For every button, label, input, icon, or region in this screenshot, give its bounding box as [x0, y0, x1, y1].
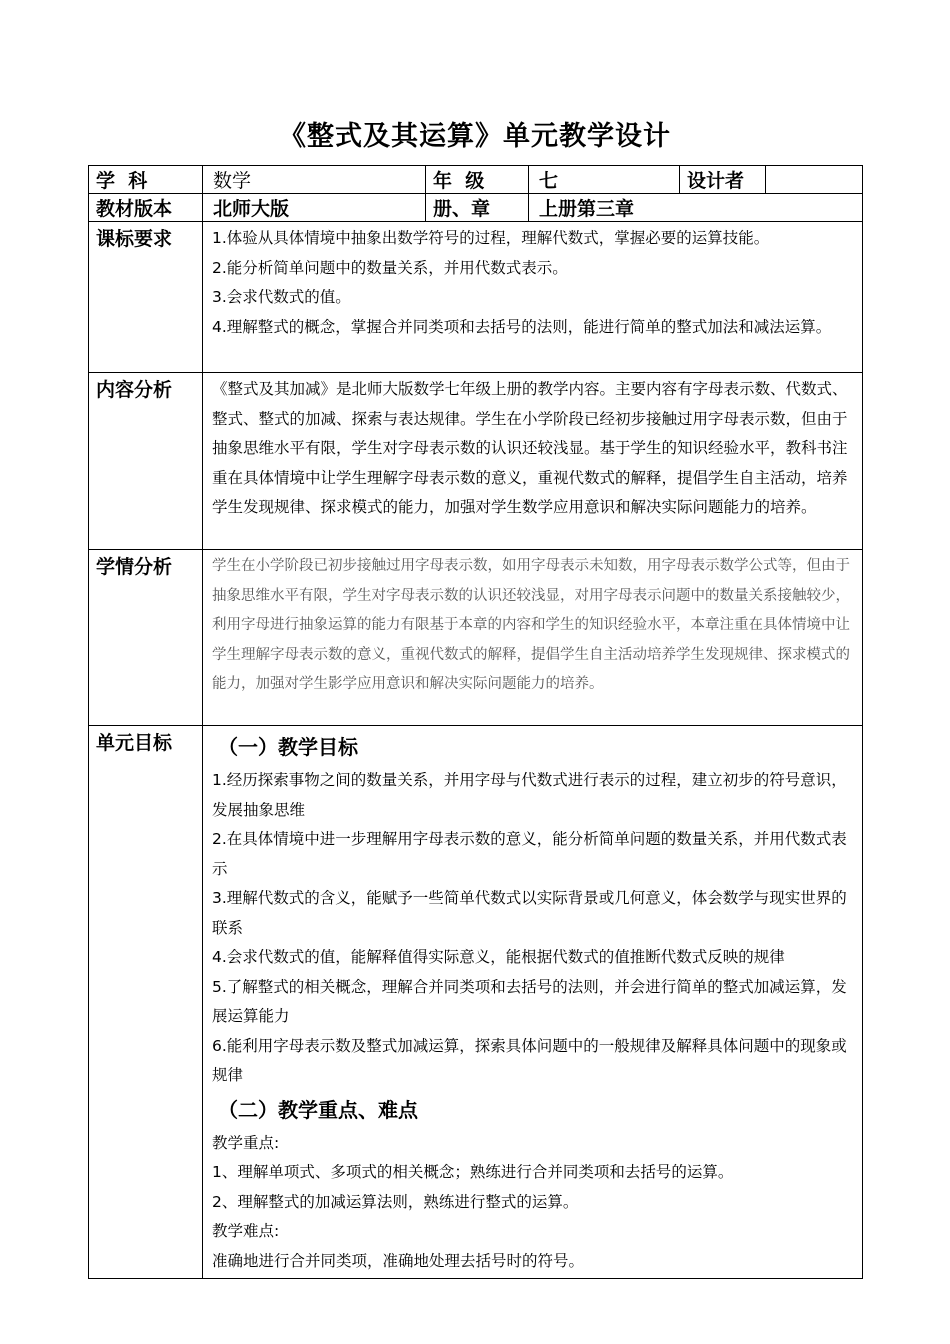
content-analysis-text: 《整式及其加减》是北师大版数学七年级上册的教学内容。主要内容有字母表示数、代数式、整式、整式的加减、探索与表达规律。学生在小学阶段已经初步接触过用字母表示数，但由于抽象思维水平有限，学生对字母表示数的认识还较浅显。基于学生的知识经验水平，教科书注重在具体情境中让学生理解字母表示数的意义，重视代数式的解释，提倡学生自主活动，培养学生发现规律、探求模式的能力，加强对学生数学应用意识和解决实际问题能力的培养。	[203, 373, 863, 550]
student-analysis-label: 学情分析	[89, 550, 203, 726]
unit-goals-row	[89, 726, 863, 1279]
curriculum-item: 1.体验从具体情境中抽象出数学符号的过程，理解代数式，掌握必要的运算技能。	[212, 229, 770, 247]
designer-value	[766, 166, 863, 194]
key-point-item: 2、理解整式的加减运算法则，熟练进行整式的运算。	[212, 1192, 579, 1211]
teaching-goals-heading: （一）教学目标	[218, 735, 358, 759]
curriculum-row	[89, 222, 863, 373]
curriculum-content	[203, 222, 863, 373]
goal-item: 4.会求代数式的值，能解释值得实际意义，能根据代数式的值推断代数式反映的规律	[212, 948, 785, 966]
volume-value: 上册第三章	[529, 194, 863, 222]
key-points-label: 教学重点:	[212, 1133, 280, 1152]
content-analysis-label: 内容分析	[89, 373, 203, 550]
curriculum-item: 2.能分析简单问题中的数量关系，并用代数式表示。	[212, 258, 568, 277]
grade-label: 年 级	[426, 166, 529, 194]
key-difficult-points-heading: （二）教学重点、难点	[218, 1097, 418, 1122]
student-analysis-text: 学生在小学阶段已初步接触过用字母表示数，如用字母表示未知数，用字母表示数学公式等，但由于抽象思维水平有限，学生对字母表示数的认识还较浅显，对用字母表示问题中的数量关系接触较少，利用字母进行抽象运算的能力有限基于本章的内容和学生的知识经验水平，本章注重在具体情境中让学生理解字母表示数的意义，重视代数式的解释，提倡学生自主活动培养学生发现规律、探求模式的能力，加强对学生影学应用意识和解决实际问题能力的培养。	[203, 550, 863, 726]
document-title: 《整式及其运算》单元教学设计	[279, 121, 671, 152]
student-analysis-row	[89, 550, 863, 726]
lesson-design-table	[88, 165, 863, 1279]
goal-item: 5.了解整式的相关概念，理解合并同类项和去括号的法则，并会进行简单的整式加减运算，发展运算能力	[212, 977, 847, 1025]
textbook-label: 教材版本	[89, 194, 203, 222]
header-row-textbook	[89, 194, 863, 222]
subject-label: 学 科	[89, 166, 203, 194]
textbook-value: 北师大版	[203, 194, 426, 222]
header-row-subject	[89, 166, 863, 194]
goal-item: 1.经历探索事物之间的数量关系，并用字母与代数式进行表示的过程，建立初步的符号意识，发展抽象思维	[212, 771, 847, 819]
key-point-item: 1、理解单项式、多项式的相关概念；熟练进行合并同类项和去括号的运算。	[212, 1163, 734, 1181]
goal-item: 6.能利用字母表示数及整式加减运算，探索具体问题中的一般规律及解释具体问题中的现象或规律	[212, 1036, 847, 1084]
volume-label: 册、章	[426, 194, 529, 222]
curriculum-item: 3.会求代数式的值。	[212, 288, 351, 306]
curriculum-item: 4.理解整式的概念，掌握合并同类项和去括号的法则，能进行简单的整式加法和减法运算。	[212, 317, 832, 336]
unit-goals-label: 单元目标	[89, 726, 203, 1279]
grade-value: 七	[529, 166, 680, 194]
subject-value: 数学	[203, 166, 426, 194]
curriculum-label: 课标要求	[89, 222, 203, 373]
goal-item: 2.在具体情境中进一步理解用字母表示数的意义，能分析简单问题的数量关系，并用代数式表示	[212, 830, 847, 878]
unit-goals-content	[203, 726, 863, 1279]
content-analysis-row	[89, 373, 863, 550]
goal-item: 3.理解代数式的含义，能赋予一些简单代数式以实际背景或几何意义，体会数学与现实世界的联系	[212, 889, 847, 937]
difficulty-label: 教学难点:	[212, 1222, 280, 1240]
designer-label: 设计者	[680, 166, 766, 194]
difficulty-text: 准确地进行合并同类项，准确地处理去括号时的符号。	[212, 1251, 585, 1270]
